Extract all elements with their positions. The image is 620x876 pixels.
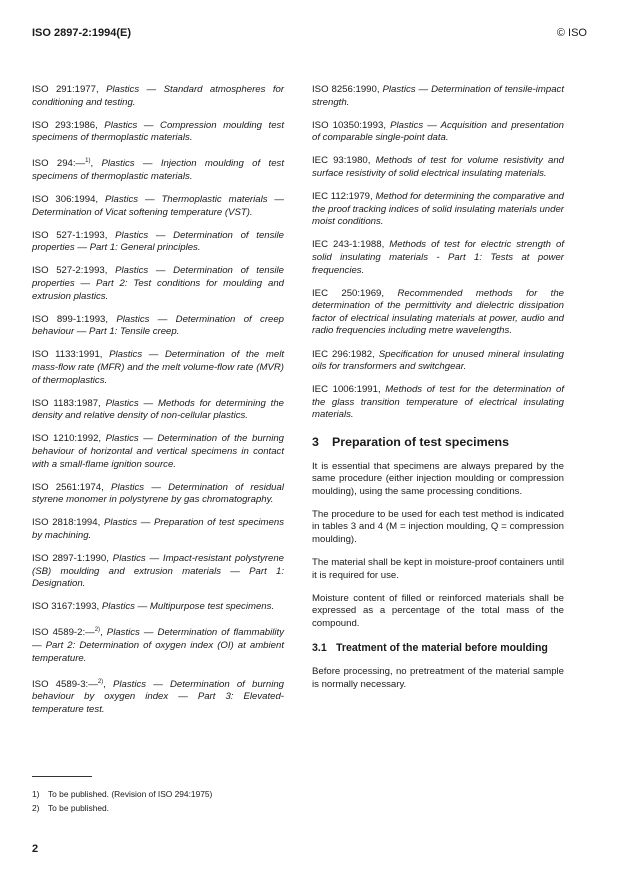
section-3-1-heading xyxy=(312,641,564,655)
reference-entry xyxy=(32,482,284,507)
reference-title: Methods of test for electric strength of solid insulating materials - Part 1: Tests at power frequencies. xyxy=(312,239,565,276)
subsection-number: 3.1 xyxy=(312,642,327,655)
reference-code: ISO 1183:1987, xyxy=(32,397,101,409)
reference-title: Recommended methods for the determination of the permittivity and dielectric dissipation factor of electrical insulating materials at power, audio and radio frequencies including metre wavelengths. xyxy=(312,287,564,337)
reference-entry xyxy=(32,265,284,303)
reference-title: Plastics — Thermoplastic materials — Determination of Vicat softening temperature (VST). xyxy=(32,194,285,218)
reference-title: Plastics — Determination of the burning behaviour of horizontal and vertical specimens in contact with a small-flame ignition source. xyxy=(32,433,284,470)
reference-code: IEC 112:1979, xyxy=(312,191,373,203)
reference-entry: ISO 4589-2:—$^{2)}$, Plastics — Determination of flammability — Part 2: Determination of oxygen index (OI) at ambient temperature. xyxy=(32,627,285,664)
footnote-divider xyxy=(32,776,92,777)
reference-code: ISO 527-2:1993, xyxy=(32,265,108,277)
reference-title: Plastics — Determination of residual styrene monomer in polystyrene by gas chromatography. xyxy=(32,481,284,506)
reference-code: ISO 899-1:1993, xyxy=(32,313,109,325)
reference-code: ISO 8256:1990, xyxy=(312,84,380,95)
reference-code: ISO 1210:1992, xyxy=(32,433,102,445)
section-title: Preparation of test specimens xyxy=(332,434,509,449)
reference-title: Methods of test for volume resistivity and surface resistivity of solid electrical insulating materials. xyxy=(312,155,565,179)
reference-title: Plastics — Standard atmospheres for conditioning and testing. xyxy=(32,84,285,108)
left-column xyxy=(32,84,284,727)
section-number: 3 xyxy=(312,434,319,449)
reference-entry xyxy=(312,84,564,109)
reference-entry xyxy=(312,349,564,374)
reference-code: ISO 4589-2:— xyxy=(32,627,95,639)
reference-code: IEC 250:1969, xyxy=(312,287,385,299)
normative-references-continued xyxy=(312,84,564,422)
paragraph: Before processing, no pretreatment of the material sample is normally necessary. xyxy=(312,666,564,690)
reference-code: ISO 2561:1974, xyxy=(32,481,104,493)
reference-title: Plastics — Determination of flammability — Part 2: Determination of oxygen index (OI) at ambient temperature. xyxy=(32,627,285,664)
footnote-mark: 1) xyxy=(32,789,40,799)
reference-entry xyxy=(32,601,284,614)
reference-title: Plastics — Methods for determining the density and relative density of non-cellular plastics. xyxy=(32,397,285,422)
reference-code: IEC 93:1980, xyxy=(312,155,371,167)
reference-entry xyxy=(312,155,564,180)
reference-code: IEC 243-1:1988, xyxy=(312,239,385,251)
document-id: ISO 2897-2:1994(E) xyxy=(32,27,132,39)
paragraph: It is essential that specimens are always prepared by the same procedure (either injection moulding or compression moulding), using the same processing conditions. xyxy=(312,460,564,497)
reference-entry xyxy=(32,517,284,542)
footnote-mark: 2) xyxy=(97,678,104,685)
footnote-mark: 2) xyxy=(32,803,40,813)
reference-title: Plastics — Compression moulding test specimens of thermoplastic materials. xyxy=(32,119,284,144)
reference-entry xyxy=(312,384,564,422)
paragraph: The material shall be kept in moisture-proof containers until it is required for use. xyxy=(312,557,564,581)
reference-entry xyxy=(32,194,284,219)
reference-code: ISO 10350:1993, xyxy=(312,119,386,131)
reference-entry: ISO 294:—$^{1)}$, Plastics — Injection moulding of test specimens of thermoplastic materials. xyxy=(32,158,284,182)
reference-entry xyxy=(312,239,564,277)
reference-title: Methods of test for the determination of the glass transition temperature of electrical insulating materials. xyxy=(312,384,564,421)
footnote xyxy=(32,801,212,815)
reference-code: ISO 1133:1991, xyxy=(32,349,103,361)
paragraph: Moisture content of filled or reinforced materials shall be expressed as a percentage of the total mass of the compound. xyxy=(312,592,564,629)
footnote xyxy=(32,787,212,801)
reference-code: ISO 2818:1994, xyxy=(32,517,101,529)
reference-title: Plastics — Determination of creep behaviour — Part 1: Tensile creep. xyxy=(32,313,285,338)
reference-title: Specification for unused mineral insulating oils for transformers and switchgear. xyxy=(312,348,564,373)
reference-entry xyxy=(312,191,564,229)
reference-entry xyxy=(32,553,284,591)
copyright-mark: © ISO xyxy=(556,27,587,39)
reference-title: Method for determining the comparative and the proof tracking indices of solid insulating materials under moist conditions. xyxy=(312,191,564,228)
reference-code: ISO 4589-3:— xyxy=(32,678,98,690)
subsection-title: Treatment of the material before moulding xyxy=(336,642,548,655)
reference-entry xyxy=(32,314,284,339)
reference-code: ISO 2897-1:1990, xyxy=(32,553,109,565)
reference-entry xyxy=(312,120,564,145)
footnote-mark: 2) xyxy=(94,627,101,634)
footnote-text: To be published. (Revision of ISO 294:1975) xyxy=(48,789,213,799)
reference-entry xyxy=(32,120,284,145)
reference-entry xyxy=(32,398,284,423)
reference-title: Plastics — Impact-resistant polystyrene (SB) moulding and extrusion materials — Part 1: Designation. xyxy=(32,553,284,590)
right-column xyxy=(312,84,564,702)
reference-title: Plastics — Determination of tensile properties — Part 1: General principles. xyxy=(32,229,285,254)
reference-entry: ISO 4589-3:—$^{2)}$, Plastics — Determination of burning behaviour by oxygen index — Part 3: Elevated-temperature test. xyxy=(32,678,284,715)
reference-code: ISO 527-1:1993, xyxy=(32,229,108,241)
reference-entry xyxy=(32,84,284,109)
reference-entry xyxy=(32,433,284,471)
reference-code: ISO 294:— xyxy=(32,158,86,170)
page-number: 2 xyxy=(32,843,39,855)
reference-code: IEC 1006:1991, xyxy=(312,384,381,396)
reference-title: Plastics — Determination of burning behaviour by oxygen index — Part 3: Elevated-temperature test. xyxy=(32,678,284,715)
reference-title: Plastics — Injection moulding of test specimens of thermoplastic materials. xyxy=(32,158,284,182)
footnotes xyxy=(32,787,212,815)
footnote-text: To be published. xyxy=(48,803,109,813)
reference-title: Plastics — Determination of tensile-impact strength. xyxy=(312,84,564,108)
reference-code: ISO 291:1977, xyxy=(32,84,99,95)
reference-code: ISO 293:1986, xyxy=(32,119,98,131)
reference-code: ISO 306:1994, xyxy=(32,194,99,206)
section-3-heading xyxy=(312,436,564,449)
reference-code: IEC 296:1982, xyxy=(312,348,375,360)
reference-code: ISO 3167:1993, xyxy=(32,601,100,613)
reference-title: Plastics — Determination of tensile properties — Part 2: Test conditions for moulding and extrusion plastics. xyxy=(32,265,285,302)
reference-entry xyxy=(312,288,564,338)
reference-entry xyxy=(32,230,284,255)
reference-title: Plastics — Acquisition and presentation of comparable single-point data. xyxy=(312,119,564,144)
reference-title: Plastics — Multipurpose test specimens. xyxy=(101,601,275,613)
paragraph: The procedure to be used for each test method is indicated in tables 3 and 4 (M = injection moulding, Q = compression moulding). xyxy=(312,508,564,546)
reference-title: Plastics — Determination of the melt mass-flow rate (MFR) and the melt volume-flow rate (MVR) of thermoplastics. xyxy=(32,349,284,386)
reference-entry xyxy=(32,349,284,387)
footnote-mark: 1) xyxy=(85,158,91,165)
reference-title: Plastics — Preparation of test specimens by machining. xyxy=(32,517,284,541)
